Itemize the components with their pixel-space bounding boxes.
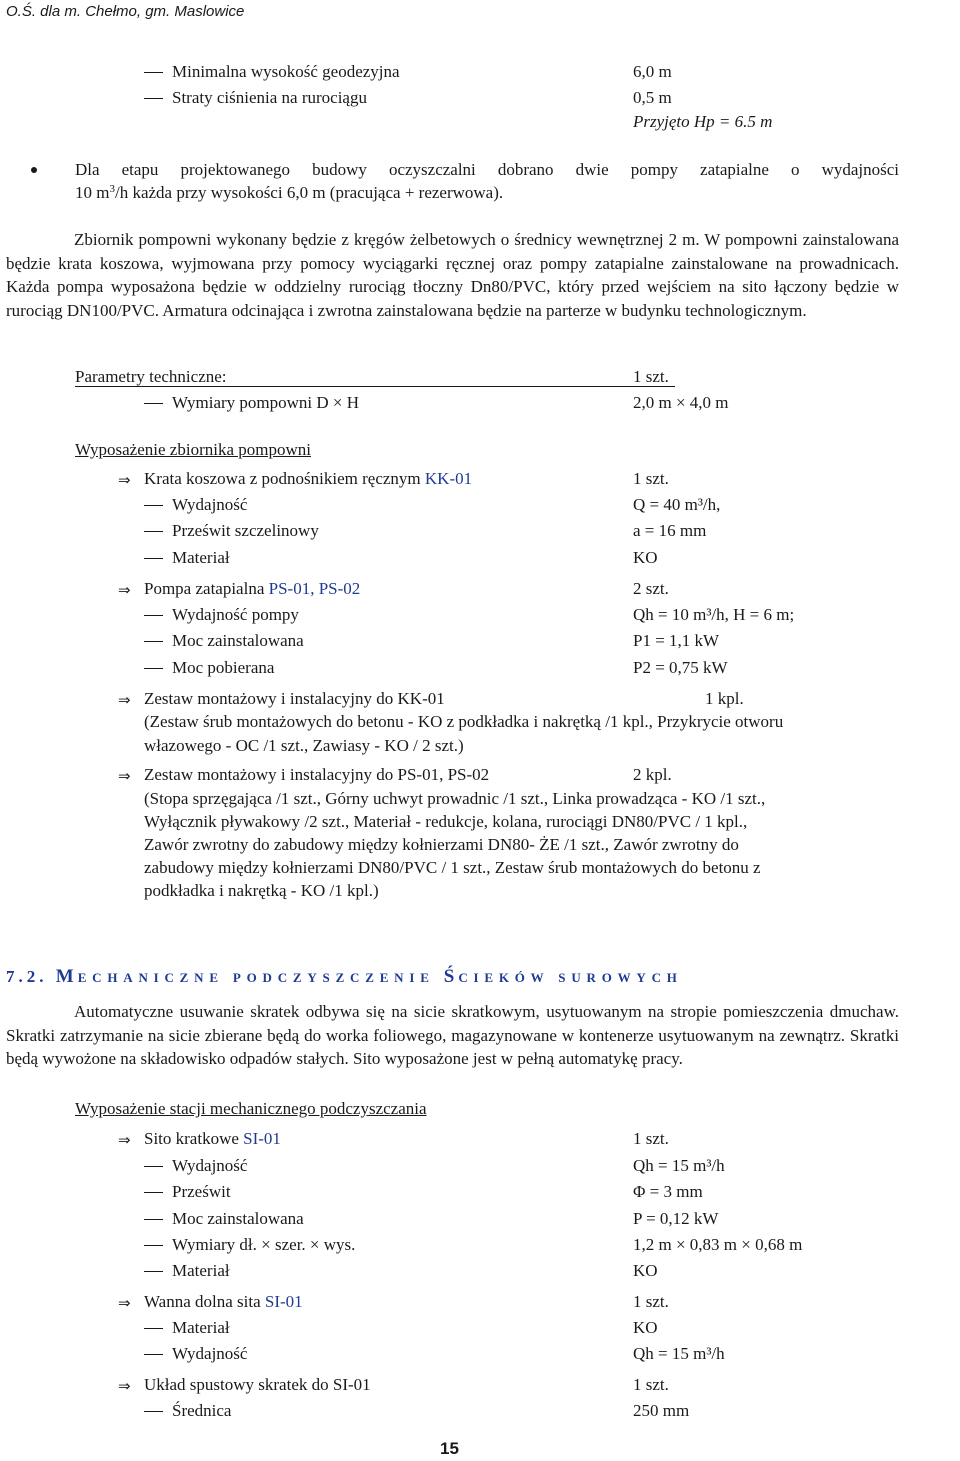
sito-row-label: Moc zainstalowana bbox=[172, 1209, 304, 1228]
sito-row-value: P = 0,12 kW bbox=[633, 1209, 719, 1228]
list-value: 6,0 m bbox=[633, 62, 672, 81]
params-title: Parametry techniczne: bbox=[75, 367, 675, 387]
uklad-row-label: Średnica bbox=[172, 1401, 232, 1420]
params-dim-value: 2,0 m × 4,0 m bbox=[633, 393, 729, 412]
wanna-row-label: Materiał bbox=[172, 1318, 230, 1337]
sito-row-label: Wydajność bbox=[172, 1156, 248, 1175]
krata-row-label: Materiał bbox=[172, 548, 230, 567]
pompa-label: Pompa zatapialna PS-01, PS-02 bbox=[144, 579, 361, 598]
adopted-height: Przyjęto Hp = 6.5 m bbox=[633, 112, 773, 131]
krata-qty: 1 szt. bbox=[633, 469, 669, 488]
krata-label: Krata koszowa z podnośnikiem ręcznym KK-01 bbox=[144, 469, 473, 488]
dash-marker bbox=[144, 1166, 163, 1167]
pompa-row-label: Moc pobierana bbox=[172, 658, 275, 677]
page-number: 15 bbox=[440, 1439, 459, 1458]
params-qty: 1 szt. bbox=[633, 367, 669, 386]
running-header: O.Ś. dla m. Chełmo, gm. Maslowice bbox=[6, 3, 245, 20]
wanna-row-value: Qh = 15 m³/h bbox=[633, 1344, 725, 1363]
krata-row-value: a = 16 mm bbox=[633, 521, 707, 540]
arrow-right-icon: ⇒ bbox=[118, 581, 131, 599]
pompa-row-value: P2 = 0,75 kW bbox=[633, 658, 728, 677]
zestaw1-qty: 1 kpl. bbox=[705, 689, 744, 708]
bullet-dot bbox=[31, 167, 37, 173]
zestaw2-line: zabudowy między kołnierzami DN80/PVC / 1 szt., Zestaw śrub montażowych do betonu z bbox=[144, 858, 761, 877]
arrow-right-icon: ⇒ bbox=[118, 1377, 131, 1395]
bullet-line2: 10 $m^3/h$ każda przy wysokości 6,0 m (pracująca + rezerwowa). bbox=[75, 183, 504, 202]
zestaw2-line: Wyłącznik pływakowy /2 szt., Materiał - redukcje, kolana, rurociągi DN80/PVC / 1 kpl., bbox=[144, 812, 748, 831]
wanna-row-value: KO bbox=[633, 1318, 658, 1337]
arrow-right-icon: ⇒ bbox=[118, 1294, 131, 1312]
wanna-label: Wanna dolna sita SI-01 bbox=[144, 1292, 303, 1311]
zestaw1-label: Zestaw montażowy i instalacyjny do KK-01 bbox=[144, 689, 445, 708]
zestaw2-line: (Stopa sprzęgająca /1 szt., Górny uchwyt prowadnic /1 szt., Linka prowadząca - KO /1 szt., bbox=[144, 789, 766, 808]
sito-row-label: Wymiary dł. × szer. × wys. bbox=[172, 1235, 356, 1254]
equip2-title: Wyposażenie stacji mechanicznego podczyszczania bbox=[75, 1099, 427, 1118]
dash-marker bbox=[144, 1219, 163, 1220]
arrow-right-icon: ⇒ bbox=[118, 471, 131, 489]
sito-row-value: Qh = 15 m³/h bbox=[633, 1156, 725, 1175]
dash-marker bbox=[144, 98, 163, 99]
paragraph-sito: Automatyczne usuwanie skratek odbywa się na sicie skratkowym, usytuowanym na stropie pomieszczenia dmuchaw. Skratki zatrzymanie na sicie zbierane będą do worka foliowego, magazynowane w kontenerze usytuowanym na zewnątrz. Skratki będą wywożone na składowisko odpadów stałych. Sito wyposażone jest w pełną automatykę pracy. bbox=[6, 1002, 899, 1069]
krata-row-label: Wydajność bbox=[172, 495, 248, 514]
zestaw2-line: Zawór zwrotny do zabudowy między kołnierzami DN80- ŻE /1 szt., Zawór zwrotny do bbox=[144, 835, 739, 854]
pompa-row-label: Wydajność pompy bbox=[172, 605, 299, 624]
pompa-row-label: Moc zainstalowana bbox=[172, 631, 304, 650]
pompa-row-value: Qh = 10 m³/h, H = 6 m; bbox=[633, 605, 795, 624]
zestaw2-qty: 2 kpl. bbox=[633, 765, 672, 784]
dash-marker bbox=[144, 72, 163, 73]
equip-title: Wyposażenie zbiornika pompowni bbox=[75, 440, 311, 459]
sito-row-value: KO bbox=[633, 1261, 658, 1280]
dash-marker bbox=[144, 403, 163, 404]
dash-marker bbox=[144, 641, 163, 642]
dash-marker bbox=[144, 505, 163, 506]
list-label: Straty ciśnienia na rurociągu bbox=[172, 88, 367, 107]
dash-marker bbox=[144, 1271, 163, 1272]
params-dim-label: Wymiary pompowni D × H bbox=[172, 393, 360, 412]
uklad-label: Układ spustowy skratek do SI-01 bbox=[144, 1375, 371, 1394]
zestaw2-label: Zestaw montażowy i instalacyjny do PS-01, PS-02 bbox=[144, 765, 490, 784]
dash-marker bbox=[144, 1328, 163, 1329]
sito-label: Sito kratkowe SI-01 bbox=[144, 1129, 281, 1148]
dash-marker bbox=[144, 1411, 163, 1412]
krata-row-label: Prześwit szczelinowy bbox=[172, 521, 319, 540]
uklad-qty: 1 szt. bbox=[633, 1375, 669, 1394]
krata-row-value: Q = 40 m³/h, bbox=[633, 495, 721, 514]
arrow-right-icon: ⇒ bbox=[118, 691, 131, 709]
pompa-qty: 2 szt. bbox=[633, 579, 669, 598]
wanna-qty: 1 szt. bbox=[633, 1292, 669, 1311]
section-heading: 7.2. MECHANICZNE PODCZYSZCZENIE ŚCIEKÓW SUROWYCH bbox=[6, 966, 683, 987]
sito-row-label: Materiał bbox=[172, 1261, 230, 1280]
sito-row-value: 1,2 m × 0,83 m × 0,68 m bbox=[633, 1235, 803, 1254]
arrow-right-icon: ⇒ bbox=[118, 767, 131, 785]
sito-row-label: Prześwit bbox=[172, 1182, 231, 1201]
zestaw1-desc: (Zestaw śrub montażowych do betonu - KO z podkładka i nakrętką /1 kpl., Przykrycie otworu bbox=[144, 712, 784, 731]
list-value: 0,5 m bbox=[633, 88, 672, 107]
pompa-row-value: P1 = 1,1 kW bbox=[633, 631, 720, 650]
list-label: Minimalna wysokość geodezyjna bbox=[172, 62, 400, 81]
paragraph-pompownia: Zbiornik pompowni wykonany będzie z kręgów żelbetowych o średnicy wewnętrznej 2 m. W pompowni zainstalowana będzie krata koszowa, wyjmowana przy pomocy wyciągarki ręcznej oraz pompy zatapialne zainstalowane na prowadnicach. Każda pompa wyposażona będzie w oddzielny rurociąg tłoczny Dn80/PVC, który przed wejściem na sito łączony będzie w rurociąg DN100/PVC. Armatura odcinająca i zwrotna zainstalowana będzie na parterze w budynku technologicznym. bbox=[6, 230, 899, 320]
arrow-right-icon: ⇒ bbox=[118, 1131, 131, 1149]
wanna-row-label: Wydajność bbox=[172, 1344, 248, 1363]
zestaw2-line: podkładka i nakrętką - KO /1 kpl.) bbox=[144, 881, 379, 900]
dash-marker bbox=[144, 1354, 163, 1355]
dash-marker bbox=[144, 558, 163, 559]
bullet-line1: Dla etapu projektowanego budowy oczyszczalni dobrano dwie pompy zatapialne o wydajności bbox=[75, 160, 899, 179]
uklad-row-value: 250 mm bbox=[633, 1401, 690, 1420]
sito-qty: 1 szt. bbox=[633, 1129, 669, 1148]
dash-marker bbox=[144, 1192, 163, 1193]
krata-row-value: KO bbox=[633, 548, 658, 567]
dash-marker bbox=[144, 1245, 163, 1246]
dash-marker bbox=[144, 615, 163, 616]
dash-marker bbox=[144, 668, 163, 669]
zestaw1-desc: włazowego - OC /1 szt., Zawiasy - KO / 2 szt.) bbox=[144, 736, 464, 755]
dash-marker bbox=[144, 531, 163, 532]
sito-row-value: Φ = 3 mm bbox=[633, 1182, 703, 1201]
